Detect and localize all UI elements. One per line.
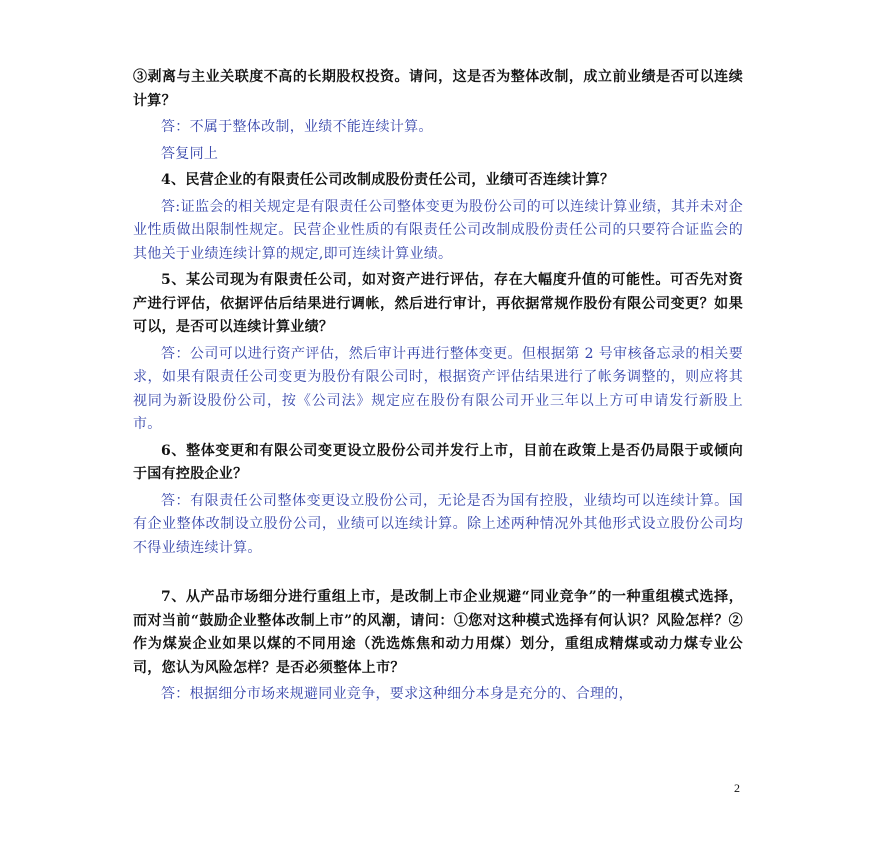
answer-paragraph: 答：不属于整体改制，业绩不能连续计算。: [161, 119, 433, 135]
answer-paragraph: 答：公司可以进行资产评估，然后审计再进行整体变更。但根据第 2 号审核备忘录的相关要求，如果有限责任公司变更为股份有限公司时，根据资产评估结果进行了帐务调整的，则应将其视同为新设股份公司，按《公司法》规定应在股份有限公司开业三年以上方可申请发行新股上市。: [133, 345, 743, 432]
document-body: [133, 66, 743, 707]
answer-paragraph: 答:证监会的相关规定是有限责任公司整体变更为股份公司的可以连续计算业绩，其并未对企业性质做出限制性规定。民营企业性质的有限责任公司改制成股份责任公司的只要符合证监会的其他关于业绩连续计算的规定,即可连续计算业绩。: [133, 198, 743, 262]
question-paragraph: 7、从产品市场细分进行重组上市，是改制上市企业规避“同业竞争”的一种重组模式选择，而对当前“鼓励企业整体改制上市”的风潮，请问：①您对这种模式选择有何认识？风险怎样？②作为煤炭企业如果以煤的不同用途（洗选炼焦和动力用煤）划分，重组成精煤或动力煤专业公司，您认为风险怎样？是否必须整体上市？: [133, 589, 743, 676]
question-paragraph: 6、整体变更和有限公司变更设立股份公司并发行上市，目前在政策上是否仍局限于或倾向于国有控股企业？: [133, 442, 743, 482]
answer-paragraph: 答：有限责任公司整体变更设立股份公司，无论是否为国有控股，业绩均可以连续计算。国有企业整体改制设立股份公司，业绩可以连续计算。除上述两种情况外其他形式设立股份公司均不得业绩连续计算。: [133, 492, 743, 556]
answer-paragraph: 答复同上: [161, 145, 219, 162]
answer-paragraph: 答：根据细分市场来规避同业竞争，要求这种细分本身是充分的、合理的，: [161, 686, 633, 702]
question-paragraph: 5、某公司现为有限责任公司，如对资产进行评估，存在大幅度升值的可能性。可否先对资产进行评估，依据评估后结果进行调帐，然后进行审计，再依据常规作股份有限公司变更？如果可以，是否可以连续计算业绩？: [133, 272, 743, 335]
question-paragraph: ③剥离与主业关联度不高的长期股权投资。请问，这是否为整体改制，成立前业绩是否可以连续计算？: [133, 69, 743, 109]
page-number: 2: [734, 781, 740, 795]
question-paragraph: 4、民营企业的有限责任公司改制成股份责任公司，业绩可否连续计算？: [161, 172, 615, 188]
